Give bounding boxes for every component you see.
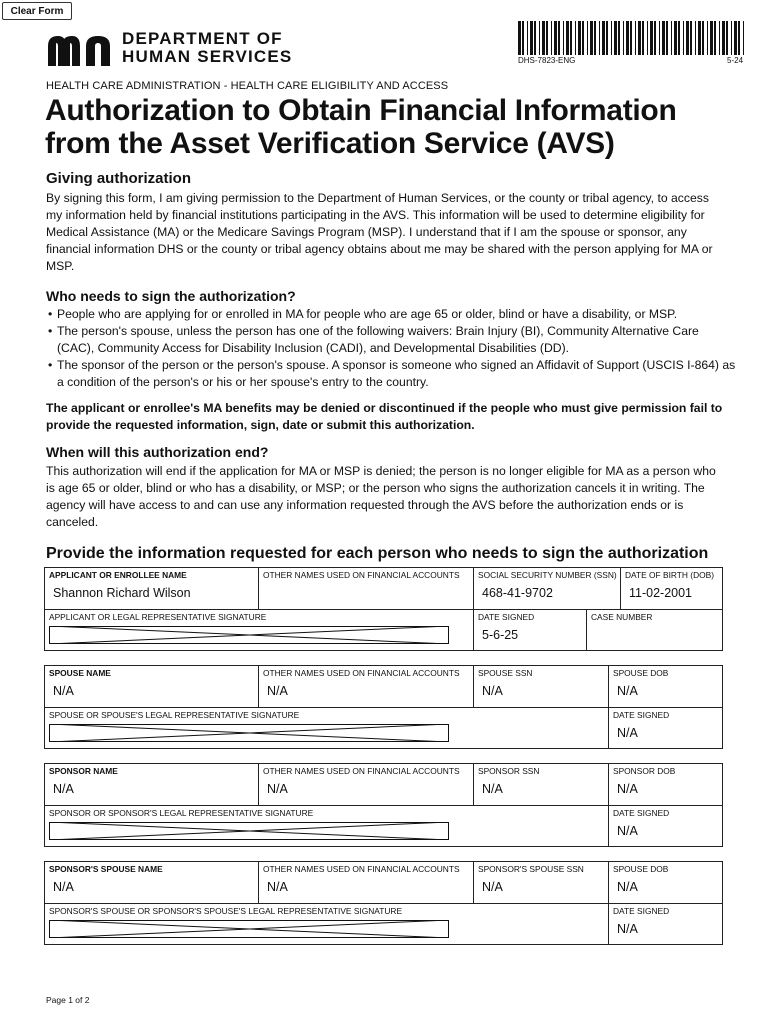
sponsor-spouse-signature-label: SPONSOR'S SPOUSE OR SPONSOR'S SPOUSE'S LEGAL REPRESENTATIVE SIGNATURE — [49, 906, 403, 916]
applicant-dob-label: DATE OF BIRTH (DOB) — [625, 570, 715, 580]
logo-line-2: HUMAN SERVICES — [122, 47, 293, 66]
sponsor-signature-label: SPONSOR OR SPONSOR'S LEGAL REPRESENTATIVE SIGNATURE — [49, 808, 314, 818]
applicant-dob-value: 11-02-2001 — [629, 586, 693, 600]
applicant-case-number-label: CASE NUMBER — [591, 612, 653, 622]
applicant-name-field[interactable] — [45, 568, 259, 610]
sponsor-spouse-name-label: SPONSOR'S SPOUSE NAME — [49, 864, 163, 874]
spouse-name-label: SPOUSE NAME — [49, 668, 111, 678]
applicant-case-number-field[interactable] — [587, 610, 722, 650]
when-heading: When will this authorization end? — [46, 444, 269, 460]
spouse-other-names-label: OTHER NAMES USED ON FINANCIAL ACCOUNTS — [263, 668, 460, 678]
title-line-1: Authorization to Obtain Financial Information — [45, 94, 677, 127]
form-code: DHS-7823-ENG — [518, 56, 576, 65]
form-revision-date: 5-24 — [727, 56, 744, 65]
sponsor-other-names-label: OTHER NAMES USED ON FINANCIAL ACCOUNTS — [263, 766, 460, 776]
spouse-date-signed-label: DATE SIGNED — [613, 710, 670, 720]
sponsor-signature-field[interactable] — [45, 806, 609, 846]
warning-text: The applicant or enrollee's MA benefits may be denied or discontinued if the people who must give permission fail to provide the requested information, sign, date or submit this authorization. — [46, 401, 723, 432]
spouse-date-signed-value: N/A — [617, 726, 638, 740]
applicant-signature-field[interactable] — [45, 610, 474, 650]
sponsor-other-names-field[interactable] — [259, 764, 474, 806]
spouse-other-names-field[interactable] — [259, 666, 474, 708]
sponsor-section — [44, 763, 723, 847]
giving-text: By signing this form, I am giving permission to the Department of Human Services, or the county or tribal agency, to access my information held by financial institutions participating in the AVS. This information will be used to determine eligibility for Medical Assistance (MA) or the Medicare Savings Program (MSP). I understand that if I am the spouse or sponsor, any financial information DHS or the county or tribal agency obtains about me may be shared with the person applying for MA or MSP. — [46, 191, 713, 273]
sponsor-date-signed-field[interactable] — [609, 806, 722, 846]
applicant-ssn-field[interactable] — [474, 568, 621, 610]
giving-heading: Giving authorization — [46, 170, 191, 187]
sponsor-name-field[interactable] — [45, 764, 259, 806]
sponsor-ssn-field[interactable] — [474, 764, 609, 806]
sponsor-spouse-dob-label: SPOUSE DOB — [613, 864, 669, 874]
spouse-name-value: N/A — [53, 684, 74, 698]
sponsor-spouse-other-names-value: N/A — [267, 880, 288, 894]
sponsor-name-label: SPONSOR NAME — [49, 766, 118, 776]
spouse-section — [44, 665, 723, 749]
sponsor-dob-value: N/A — [617, 782, 638, 796]
sponsor-spouse-name-field[interactable] — [45, 862, 259, 904]
applicant-section — [44, 567, 723, 651]
sponsor-spouse-dob-field[interactable] — [609, 862, 722, 904]
sponsor-date-signed-value: N/A — [617, 824, 638, 838]
sponsor-spouse-name-value: N/A — [53, 880, 74, 894]
sponsor-ssn-value: N/A — [482, 782, 503, 796]
dhs-logo — [46, 30, 306, 70]
applicant-date-signed-field[interactable] — [474, 610, 587, 650]
applicant-dob-field[interactable] — [621, 568, 722, 610]
logo-line-1: DEPARTMENT OF — [122, 29, 283, 48]
applicant-date-signed-value: 5-6-25 — [482, 628, 519, 642]
sponsor-spouse-other-names-field[interactable] — [259, 862, 474, 904]
applicant-other-names-label: OTHER NAMES USED ON FINANCIAL ACCOUNTS — [263, 570, 460, 580]
spouse-name-field[interactable] — [45, 666, 259, 708]
spouse-other-names-value: N/A — [267, 684, 288, 698]
sponsor-spouse-date-signed-value: N/A — [617, 922, 638, 936]
sponsor-ssn-label: SPONSOR SSN — [478, 766, 540, 776]
sponsor-name-value: N/A — [53, 782, 74, 796]
applicant-name-label: APPLICANT OR ENROLLEE NAME — [49, 570, 187, 580]
spouse-signature-field[interactable] — [45, 708, 609, 748]
spouse-ssn-label: SPOUSE SSN — [478, 668, 533, 678]
who-heading: Who needs to sign the authorization? — [46, 288, 296, 304]
sponsor-dob-field[interactable] — [609, 764, 722, 806]
mn-logo-icon — [46, 32, 116, 68]
applicant-date-signed-label: DATE SIGNED — [478, 612, 535, 622]
page-number: Page 1 of 2 — [46, 995, 90, 1005]
spouse-ssn-value: N/A — [482, 684, 503, 698]
signature-line — [49, 822, 449, 840]
applicant-signature-label: APPLICANT OR LEGAL REPRESENTATIVE SIGNATURE — [49, 612, 267, 622]
spouse-dob-value: N/A — [617, 684, 638, 698]
signature-line — [49, 724, 449, 742]
spouse-ssn-field[interactable] — [474, 666, 609, 708]
who-bullet: • People who are applying for or enrolled in MA for people who are age 65 or older, blind or have a disability, or MSP. — [46, 306, 736, 323]
spouse-dob-field[interactable] — [609, 666, 722, 708]
applicant-other-names-field[interactable] — [259, 568, 474, 610]
sponsor-spouse-dob-value: N/A — [617, 880, 638, 894]
agency-line: HEALTH CARE ADMINISTRATION - HEALTH CARE ELIGIBILITY AND ACCESS — [46, 80, 449, 92]
logo-wordmark — [122, 30, 292, 66]
spouse-dob-label: SPOUSE DOB — [613, 668, 669, 678]
sponsor-spouse-date-signed-field[interactable] — [609, 904, 722, 944]
sponsor-dob-label: SPONSOR DOB — [613, 766, 676, 776]
clear-form-button[interactable]: Clear Form — [2, 2, 72, 20]
who-bullet-list — [46, 306, 736, 391]
who-bullet: • The sponsor of the person or the person's spouse. A sponsor is someone who signed an Affidavit of Support (USCIS I-864) as a condition of the person's or his or her spouse's entry to the country. — [46, 357, 736, 391]
sponsor-spouse-other-names-label: OTHER NAMES USED ON FINANCIAL ACCOUNTS — [263, 864, 460, 874]
sponsor-spouse-section — [44, 861, 723, 945]
title-line-2: from the Asset Verification Service (AVS) — [45, 127, 615, 160]
sponsor-other-names-value: N/A — [267, 782, 288, 796]
when-text: This authorization will end if the application for MA or MSP is denied; the person is no longer eligible for MA as a person who is age 65 or older, blind or who has a disability, or MSP; or the person who signs the authorization cancels it in writing. The agency will have access to and can use any information requested through the AVS before the authorization ends or is canceled. — [46, 464, 716, 529]
page-title — [45, 94, 735, 160]
sponsor-spouse-ssn-label: SPONSOR'S SPOUSE SSN — [478, 864, 584, 874]
sponsor-date-signed-label: DATE SIGNED — [613, 808, 670, 818]
sponsor-spouse-signature-field[interactable] — [45, 904, 609, 944]
barcode — [518, 21, 746, 55]
sponsor-spouse-ssn-field[interactable] — [474, 862, 609, 904]
spouse-date-signed-field[interactable] — [609, 708, 722, 748]
sponsor-spouse-ssn-value: N/A — [482, 880, 503, 894]
provide-heading: Provide the information requested for each person who needs to sign the authorization — [46, 545, 709, 562]
applicant-name-value: Shannon Richard Wilson — [53, 586, 191, 600]
sponsor-spouse-date-signed-label: DATE SIGNED — [613, 906, 670, 916]
signature-line — [49, 626, 449, 644]
who-bullet: • The person's spouse, unless the person has one of the following waivers: Brain Injury (BI), Community Alternative Care (CAC), Community Access for Disability Inclusion (CADI), and Developmental Disabilities (DD). — [46, 323, 736, 357]
signature-line — [49, 920, 449, 938]
spouse-signature-label: SPOUSE OR SPOUSE'S LEGAL REPRESENTATIVE SIGNATURE — [49, 710, 300, 720]
applicant-ssn-label: SOCIAL SECURITY NUMBER (SSN) — [478, 570, 617, 580]
applicant-ssn-value: 468-41-9702 — [482, 586, 553, 600]
